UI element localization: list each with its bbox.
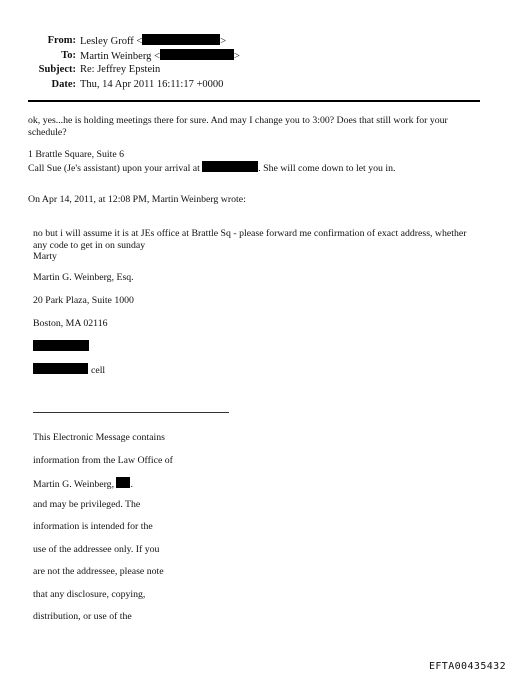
redaction-block [160,49,234,60]
signature-phone-redacted [33,340,483,354]
redaction-block [116,477,130,488]
header-divider [28,100,480,102]
quoted-line: Marty [33,251,57,262]
separator-rule [33,412,229,413]
subject-label: Subject: [38,64,76,75]
redaction-block [33,340,89,351]
disclaimer-line: distribution, or use of the [33,611,132,622]
signature-city: Boston, MA 02116 [33,318,108,329]
redaction-block [202,161,258,172]
reply-paragraph [28,115,480,138]
call-line: Call Sue (Je's assistant) upon your arrival at . She will come down to let you in. [28,162,396,174]
reply-line: ok, yes...he is holding meetings there for sure. And may I change you to 3:00? Does that still work for your [28,115,448,126]
cell-label: cell [91,365,106,376]
disclaimer-line: This Electronic Message contains [33,432,165,443]
disclaimer-line: use of the addressee only. If you [33,544,160,555]
to-label: To: [61,49,76,61]
disclaimer-line: Martin G. Weinberg, . [33,479,133,490]
signature-cell-line [33,363,483,377]
address-line: 1 Brattle Square, Suite 6 [28,149,125,160]
header-from-row [0,34,512,49]
header-subject-row [0,63,512,78]
document-id: EFTA00435432 [428,661,506,672]
to-name: Martin Weinberg < [80,50,160,62]
quote-intro: On Apr 14, 2011, at 12:08 PM, Martin Weinberg wrote: [28,194,246,205]
email-header [0,34,512,92]
disclaimer-line: and may be privileged. The [33,499,141,510]
date-label: Date: [51,78,76,90]
to-close: > [233,50,240,62]
redaction-block [142,34,220,45]
date-value: Thu, 14 Apr 2011 16:11:17 +0000 [80,78,224,90]
from-label: From: [47,35,76,46]
disclaimer-line: information is intended for the [33,521,153,532]
header-date-row [0,78,512,93]
quoted-message [33,228,483,263]
signature-street: 20 Park Plaza, Suite 1000 [33,295,134,306]
reply-line: schedule? [28,126,67,138]
quoted-line: no but i will assume it is at JEs office at Brattle Sq - please forward me confirmation of exact address, whether [33,228,467,239]
subject-value: Re: Jeffrey Epstein [80,64,161,75]
disclaimer-line: information from the Law Office of [33,455,173,466]
signature-name: Martin G. Weinberg, Esq. [33,272,134,283]
disclaimer-line: that any disclosure, copying, [33,589,146,600]
from-close: > [220,36,227,47]
redaction-block [33,363,88,374]
from-name: Lesley Groff < [80,36,143,47]
header-to-row [0,49,512,64]
disclaimer-line: are not the addressee, please note [33,566,164,577]
quoted-line: any code to get in on sunday [33,239,146,251]
reply-address-block [28,149,480,174]
